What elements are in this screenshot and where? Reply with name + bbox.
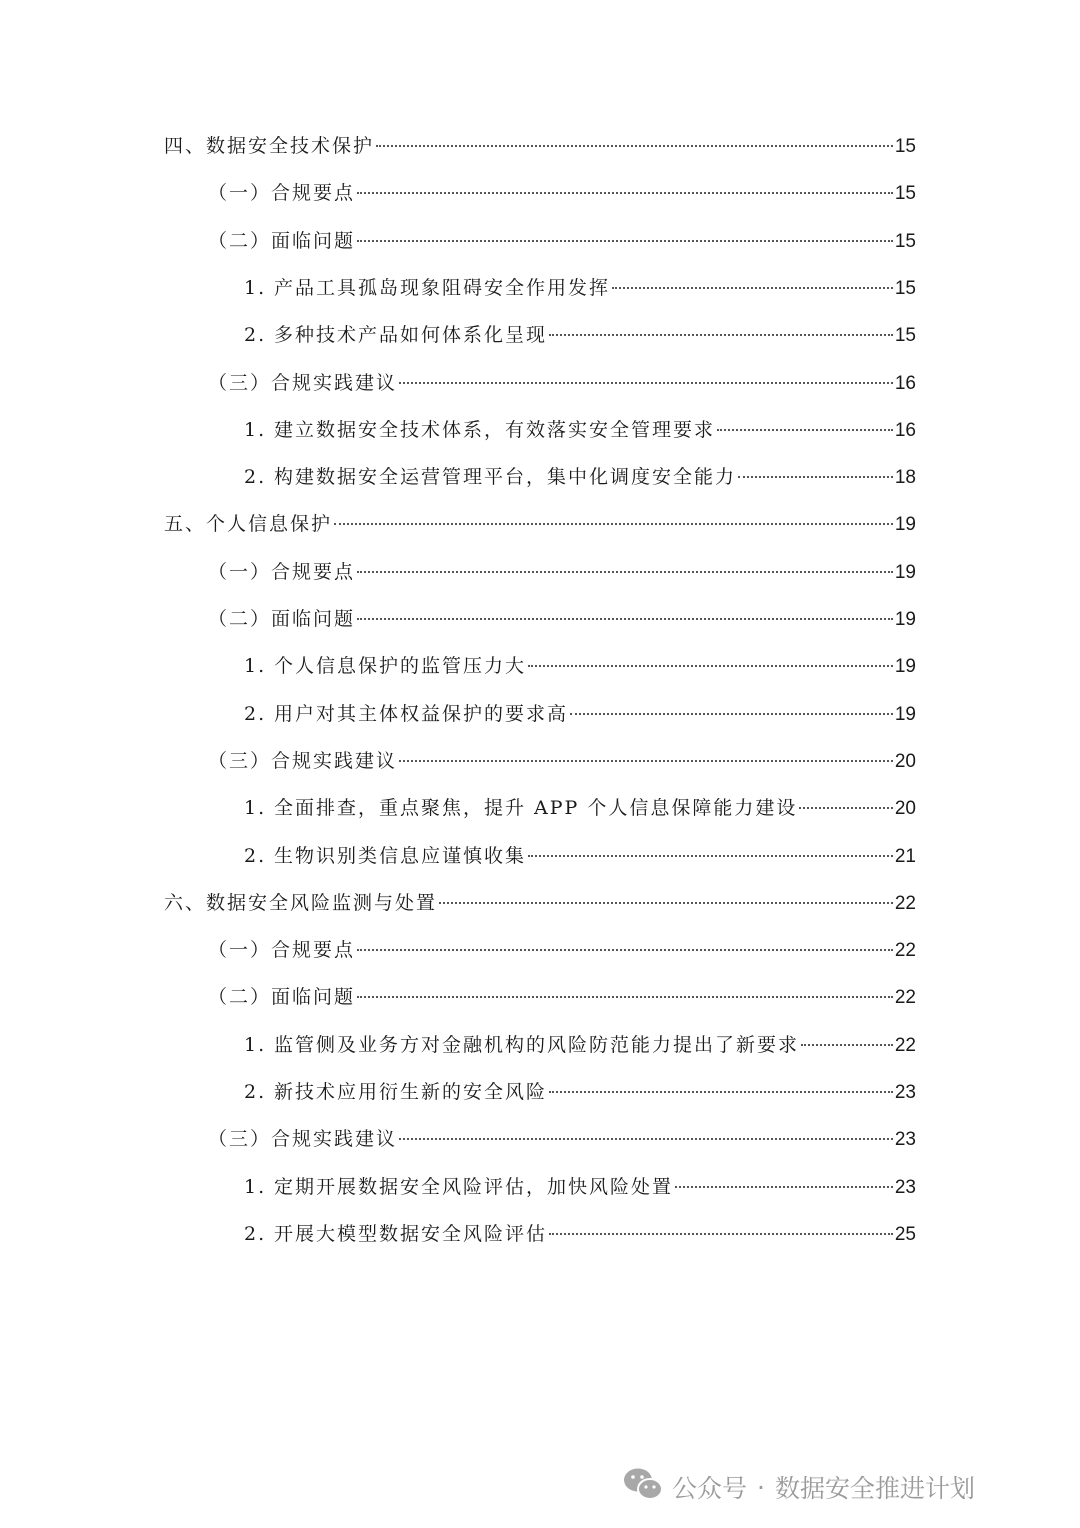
toc-page-number: 19 (894, 562, 916, 583)
toc-entry[interactable] (208, 983, 916, 1011)
toc-entry-number: 1. (244, 277, 267, 299)
toc-entry[interactable] (164, 510, 916, 538)
toc-entry-title: （一）合规要点 (208, 939, 356, 961)
toc-entry-title: 构建数据安全运营管理平台，集中化调度安全能力 (274, 466, 737, 488)
toc-entry[interactable] (244, 842, 916, 870)
toc-entry-title: （二）面临问题 (208, 986, 356, 1008)
toc-entry-title: 监管侧及业务方对金融机构的风险防范能力提出了新要求 (274, 1034, 800, 1056)
toc-entry-title: （二）面临问题 (208, 230, 356, 252)
toc-leader-dots (717, 427, 893, 431)
toc-leader-dots (357, 616, 893, 620)
toc-page-number: 18 (894, 467, 916, 488)
toc-page-number: 19 (894, 656, 916, 677)
toc-entry-number: 2. (244, 703, 267, 725)
toc-leader-dots (738, 474, 893, 478)
toc-entry[interactable] (244, 652, 916, 680)
toc-page-number: 15 (894, 325, 916, 346)
toc-entry-title: 产品工具孤岛现象阻碍安全作用发挥 (274, 277, 611, 299)
watermark-separator: · (757, 1472, 765, 1502)
toc-leader-dots (357, 947, 893, 951)
toc-entry-title: 定期开展数据安全风险评估，加快风险处置 (274, 1176, 674, 1198)
toc-page-number: 19 (894, 609, 916, 630)
toc-leader-dots (799, 805, 892, 809)
toc-entry[interactable] (208, 369, 916, 397)
toc-entry-title: 四、数据安全技术保护 (164, 135, 375, 157)
toc-leader-dots (376, 143, 893, 147)
toc-leader-dots (439, 900, 893, 904)
toc-page-number: 22 (894, 1035, 916, 1056)
toc-entry-title: （三）合规实践建议 (208, 1128, 398, 1150)
toc-leader-dots (549, 1231, 893, 1235)
toc-entry[interactable] (208, 747, 916, 775)
toc-entry-number: 2. (244, 324, 267, 346)
toc-entry[interactable] (244, 1031, 916, 1059)
toc-entry-title: 六、数据安全风险监测与处置 (164, 892, 438, 914)
toc-entry-title: 个人信息保护的监管压力大 (274, 655, 527, 677)
toc-page-number: 16 (894, 373, 916, 394)
toc-leader-dots (549, 1089, 893, 1093)
toc-entry-title: 五、个人信息保护 (164, 513, 333, 535)
toc-page-number: 22 (894, 940, 916, 961)
toc-entry[interactable] (208, 605, 916, 633)
toc-page-number: 23 (894, 1082, 916, 1103)
toc-entry[interactable] (244, 321, 916, 349)
toc-leader-dots (549, 332, 893, 336)
toc-entry-title: 生物识别类信息应谨慎收集 (274, 845, 527, 867)
toc-entry[interactable] (208, 227, 916, 255)
toc-entry[interactable] (244, 700, 916, 728)
toc-entry[interactable] (244, 794, 916, 822)
toc-entry[interactable] (208, 936, 916, 964)
toc-page-number: 19 (894, 514, 916, 535)
toc-entry-title: 建立数据安全技术体系，有效落实安全管理要求 (274, 419, 716, 441)
toc-leader-dots (675, 1184, 893, 1188)
toc-leader-dots (334, 521, 893, 525)
wechat-icon (622, 1466, 672, 1508)
toc-page-number: 16 (894, 420, 916, 441)
toc-leader-dots (357, 994, 893, 998)
toc-entry-title: （二）面临问题 (208, 608, 356, 630)
toc-page-number: 22 (894, 893, 916, 914)
toc-leader-dots (399, 380, 893, 384)
toc-leader-dots (570, 711, 893, 715)
toc-entry-title: 用户对其主体权益保护的要求高 (274, 703, 569, 725)
toc-entry-title: （一）合规要点 (208, 561, 356, 583)
toc-leader-dots (528, 853, 893, 857)
toc-page-number: 23 (894, 1177, 916, 1198)
toc-entry[interactable] (244, 1220, 916, 1248)
watermark-label: 公众号 (672, 1474, 748, 1503)
toc-page-number: 23 (894, 1129, 916, 1150)
toc-entry[interactable] (244, 274, 916, 302)
toc-entry[interactable] (208, 179, 916, 207)
toc-entry-number: 1. (244, 1034, 267, 1056)
toc-leader-dots (612, 285, 893, 289)
toc-entry-number: 1. (244, 655, 267, 677)
toc-page-number: 15 (894, 136, 916, 157)
toc-page-number: 21 (894, 846, 916, 867)
toc-page-number: 20 (894, 751, 916, 772)
toc-page-number: 15 (894, 183, 916, 204)
toc-entry-title: （一）合规要点 (208, 182, 356, 204)
toc-leader-dots (357, 569, 893, 573)
toc-entry-title: 多种技术产品如何体系化呈现 (274, 324, 548, 346)
watermark-account: 数据安全推进计划 (774, 1474, 975, 1503)
toc-entry-number: 2. (244, 1081, 267, 1103)
toc-entry-number: 2. (244, 845, 267, 867)
toc-entry-title: 开展大模型数据安全风险评估 (274, 1223, 548, 1245)
toc-page-number: 22 (894, 987, 916, 1008)
toc-entry[interactable] (164, 889, 916, 917)
toc-entry-title: （三）合规实践建议 (208, 750, 398, 772)
watermark (622, 1466, 975, 1508)
toc-entry[interactable] (208, 558, 916, 586)
toc-entry-number: 1. (244, 1176, 267, 1198)
toc-leader-dots (357, 238, 893, 242)
toc-entry-title: 新技术应用衍生新的安全风险 (274, 1081, 548, 1103)
toc-entry[interactable] (208, 1125, 916, 1153)
toc-entry[interactable] (164, 132, 916, 160)
toc-page-number: 20 (894, 798, 916, 819)
toc-page-number: 15 (894, 278, 916, 299)
toc-entry-number: 2. (244, 466, 267, 488)
toc-entry-title: 全面排查，重点聚焦，提升 APP 个人信息保障能力建设 (274, 797, 798, 819)
toc-entry-number: 1. (244, 419, 267, 441)
toc-leader-dots (801, 1042, 893, 1046)
toc-entry[interactable] (244, 463, 916, 491)
toc-entry[interactable] (244, 1173, 916, 1201)
toc-entry-number: 1. (244, 797, 267, 819)
toc-page-number: 19 (894, 704, 916, 725)
toc-entry-number: 2. (244, 1223, 267, 1245)
toc-entry[interactable] (244, 416, 916, 444)
toc-leader-dots (399, 1136, 893, 1140)
toc-leader-dots (357, 190, 893, 194)
toc-page-number: 25 (894, 1224, 916, 1245)
toc-entry-title: （三）合规实践建议 (208, 372, 398, 394)
toc-entry[interactable] (244, 1078, 916, 1106)
toc-leader-dots (528, 663, 893, 667)
toc-leader-dots (399, 758, 893, 762)
toc-page-number: 15 (894, 231, 916, 252)
